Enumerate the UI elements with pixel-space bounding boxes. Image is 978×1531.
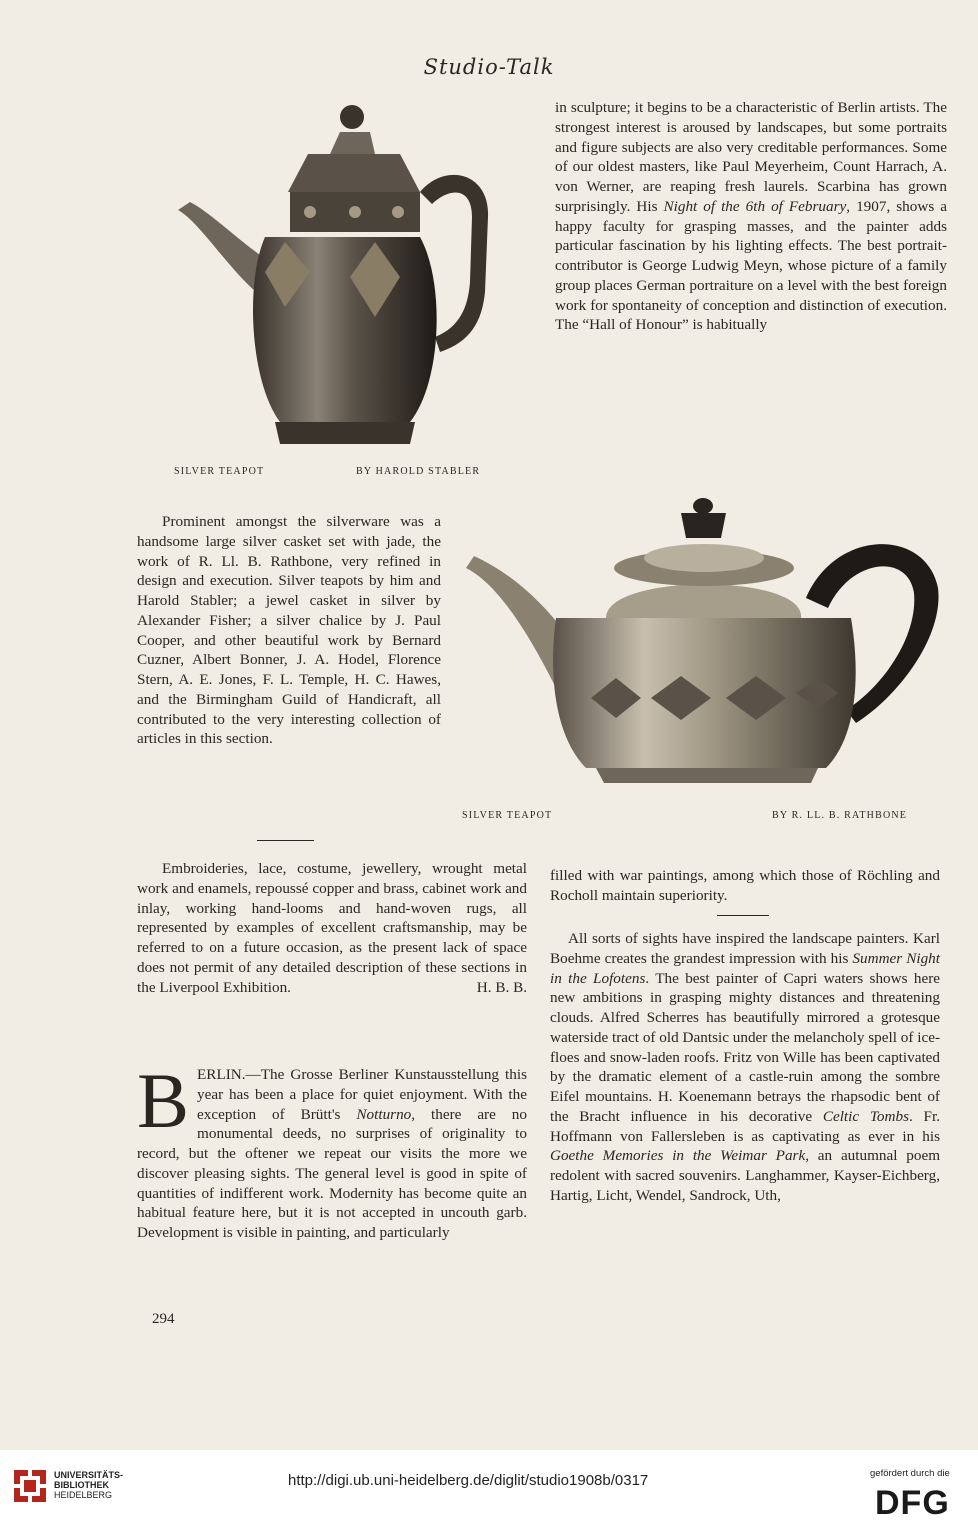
running-title: Studio-Talk bbox=[423, 55, 555, 79]
teapot-rathbone-caption-right: BY R. LL. B. RATHBONE bbox=[772, 810, 908, 821]
library-logo-icon bbox=[12, 1468, 48, 1508]
teapot-stabler-caption-left: SILVER TEAPOT bbox=[174, 466, 265, 477]
page-number: 294 bbox=[152, 1311, 175, 1327]
author-signature: H. B. B. bbox=[476, 978, 527, 996]
article-paragraph-landscapes: All sorts of sights have inspired the landscape painters. Karl Boehme creates the grandest impression with his Summer Night in the Lofotens. The best painter of Capri waters shows here new ambitions in grasping mighty distances and threatening clouds. Alfred Scherres has beautifully mirrored a grotesque waterside tract of old Dantsic under the melancholy spell of ice-floes and snow-laden roofs. Fritz von Wille has been captivated by the dramatic element of a castle-ruin among the sombre Eifel mountains. H. Koenemann betrays the rhapsodic bent of the Bracht influence in his decorative Celtic Tombs. Fr. Hoffmann von Fallersleben is as captivating as ever in his Goethe Memories in the Weimar Park, an autumnal poem redolent with sacred souvenirs. Langhammer, Kayser-Eichberg, Hartig, Licht, Wendel, Sandrock, Uth, bbox=[550, 930, 941, 1204]
drop-cap: B bbox=[137, 1057, 190, 1144]
article-paragraph-embroideries: Embroideries, lace, costume, jewellery, wrought metal work and enamels, repoussé copper and brass, cabinet work and inlay, working hand-looms and hand-woven rugs, all represented by examples of excellent craftsmanship, may be referred to on a future occasion, as the present lack of space does not permit of any detailed description of these sections in the Liverpool Exhibition. H. B. B. bbox=[137, 860, 527, 996]
article-paragraph-silverware: Prominent amongst the silverware was a handsome large silver casket set with jade, the work of R. Ll. B. Rathbone, very refined in design and execution. Silver teapots by him and Harold Stabler; a jewel casket in silver by Alexander Fisher; a silver chalice by J. Paul Cooper, and other beautiful work by Bernard Cuzner, Albert Bonner, J. A. Hodel, Florence Stern, A. E. Jones, F. L. Temple, H. C. Hawes, and the Birmingham Guild of Handicraft, all contributed to the very interesting collection of articles in this section. bbox=[137, 513, 441, 748]
dfg-logo: DFG bbox=[875, 1484, 950, 1522]
article-paragraph-berlin: BERLIN.—The Grosse Berliner Kunstausstellung this year has been a place for quiet enjoyment. With the exception of Brütt's Notturno, there are no monumental deeds, no surprises of originality to record, but the oftener we repeat our visits the more we discover pleasing sights. The general level is good in spite of quantities of indifferent work. Modernity has become quite an habitual feature here, but it is not accepted in uncouth garb. Development is visible in painting, and particularly bbox=[137, 1057, 527, 1241]
article-paragraph-war-paintings: filled with war paintings, among which those of Röchling and Rocholl maintain superiority. bbox=[550, 867, 940, 904]
section-divider bbox=[717, 915, 769, 916]
funded-by-label: gefördert durch die bbox=[870, 1468, 950, 1479]
teapot-stabler-image bbox=[170, 92, 515, 452]
permalink-url[interactable]: http://digi.ub.uni-heidelberg.de/diglit/studio1908b/0317 bbox=[288, 1472, 649, 1489]
section-divider bbox=[257, 840, 314, 841]
library-name: UNIVERSITÄTS- BIBLIOTHEK HEIDELBERG bbox=[54, 1470, 124, 1500]
teapot-rathbone-image bbox=[456, 488, 948, 793]
teapot-stabler-caption-right: BY HAROLD STABLER bbox=[356, 466, 481, 477]
teapot-rathbone-caption-left: SILVER TEAPOT bbox=[462, 810, 553, 821]
footer-bar bbox=[0, 1450, 978, 1531]
article-paragraph-sculpture: in sculpture; it begins to be a characteristic of Berlin artists. The strongest interest is aroused by landscapes, but some portraits and figure subjects are also very creditable performances. Some of our oldest masters, like Paul Meyerheim, Count Harrach, A. von Werner, are reaping fresh laurels. Scarbina has grown surprisingly. His Night of the 6th of February, 1907, shows a happy faculty for grasping masses, and the painter adds particular fascination by his lighting effects. The best portrait-contributor is George Ludwig Meyn, whose picture of a family group places German portraiture on a level with the best foreign work for spontaneity of conception and distinction of execution. The “Hall of Honour” is habitually bbox=[555, 99, 947, 334]
